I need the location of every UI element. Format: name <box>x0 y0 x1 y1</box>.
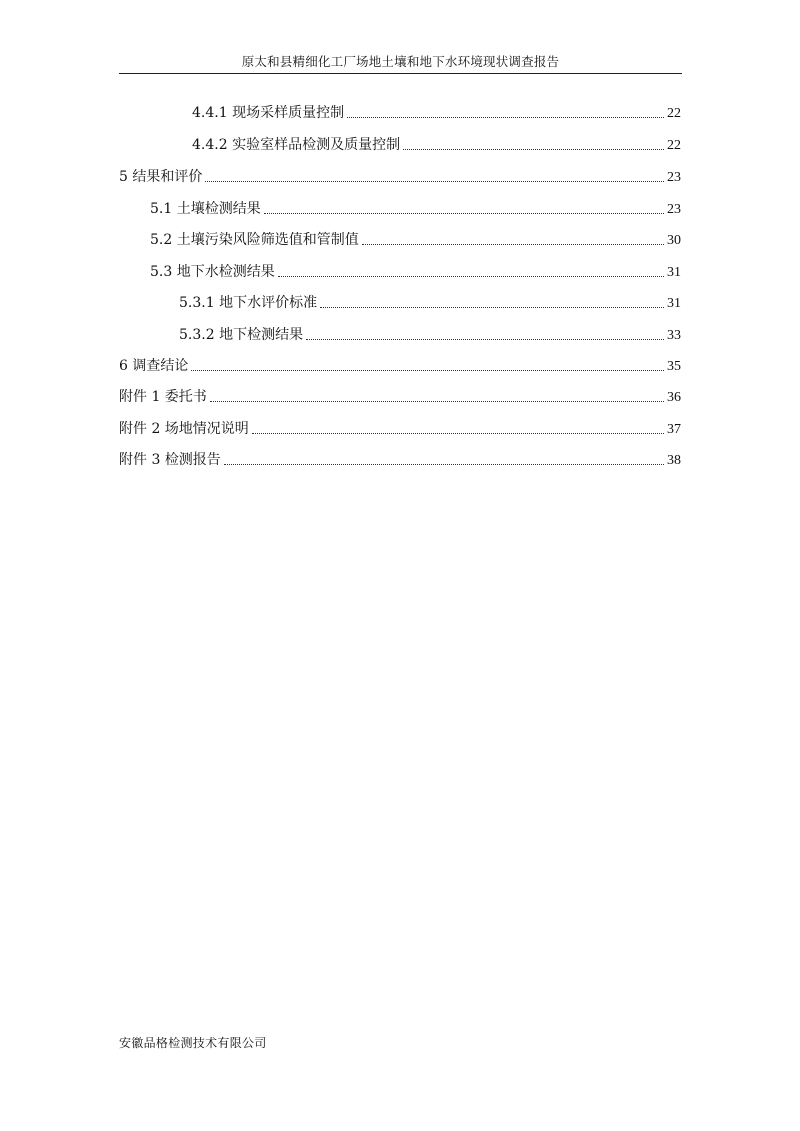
toc-dot-leader <box>362 244 664 245</box>
toc-entry[interactable] <box>119 449 681 469</box>
toc-entry[interactable] <box>179 324 681 344</box>
toc-entry[interactable] <box>150 229 681 249</box>
toc-entry[interactable] <box>119 386 681 406</box>
toc-dot-leader <box>347 117 664 118</box>
toc-entry[interactable] <box>179 292 681 312</box>
toc-dot-leader <box>224 464 664 465</box>
toc-entry-title: 5.3.1 地下水评价标准 <box>179 295 318 311</box>
toc-entry-title: 5.2 土壤污染风险筛选值和管制值 <box>150 232 359 248</box>
page-footer-company: 安徽品格检测技术有限公司 <box>119 1036 267 1050</box>
toc-entry[interactable] <box>119 355 681 375</box>
toc-entry[interactable] <box>192 102 681 122</box>
toc-dot-leader <box>264 213 664 214</box>
toc-dot-leader <box>320 307 664 308</box>
toc-entry[interactable] <box>150 261 681 281</box>
toc-entry-page: 33 <box>667 328 681 343</box>
toc-entry[interactable] <box>150 198 681 218</box>
toc-entry-page: 22 <box>667 106 681 121</box>
toc-entry-page: 31 <box>667 265 681 280</box>
toc-entry-title: 4.4.1 现场采样质量控制 <box>192 105 345 121</box>
toc-dot-leader <box>252 433 664 434</box>
toc-entry-page: 37 <box>667 422 681 437</box>
toc-dot-leader <box>205 181 664 182</box>
toc-entry-title: 4.4.2 实验室样品检测及质量控制 <box>192 137 401 153</box>
page-header-title: 原太和县精细化工厂场地土壤和地下水环境现状调查报告 <box>241 54 560 69</box>
toc-entry-page: 30 <box>667 233 681 248</box>
toc-dot-leader <box>306 339 664 340</box>
toc-entry-title: 5.1 土壤检测结果 <box>150 201 261 217</box>
toc-entry-title: 5 结果和评价 <box>119 169 203 185</box>
toc-entry-page: 23 <box>667 202 681 217</box>
toc-dot-leader <box>403 149 664 150</box>
toc-dot-leader <box>191 370 664 371</box>
toc-entry-title: 附件 3 检测报告 <box>119 452 221 468</box>
toc-entry-page: 22 <box>667 138 681 153</box>
toc-entry-page: 36 <box>667 390 681 405</box>
toc-entry-page: 31 <box>667 296 681 311</box>
toc-entry-page: 23 <box>667 170 681 185</box>
toc-entry[interactable] <box>119 166 681 186</box>
header-divider <box>119 73 682 74</box>
toc-entry[interactable] <box>119 418 681 438</box>
toc-entry-page: 35 <box>667 359 681 374</box>
toc-entry-title: 5.3 地下水检测结果 <box>150 264 275 280</box>
toc-entry-title: 附件 1 委托书 <box>119 389 207 405</box>
toc-entry-title: 附件 2 场地情况说明 <box>119 421 249 437</box>
toc-entry[interactable] <box>192 134 681 154</box>
toc-entry-title: 6 调查结论 <box>119 358 189 374</box>
toc-entry-page: 38 <box>667 453 681 468</box>
toc-dot-leader <box>210 401 664 402</box>
toc-dot-leader <box>278 276 664 277</box>
toc-entry-title: 5.3.2 地下检测结果 <box>179 327 304 343</box>
